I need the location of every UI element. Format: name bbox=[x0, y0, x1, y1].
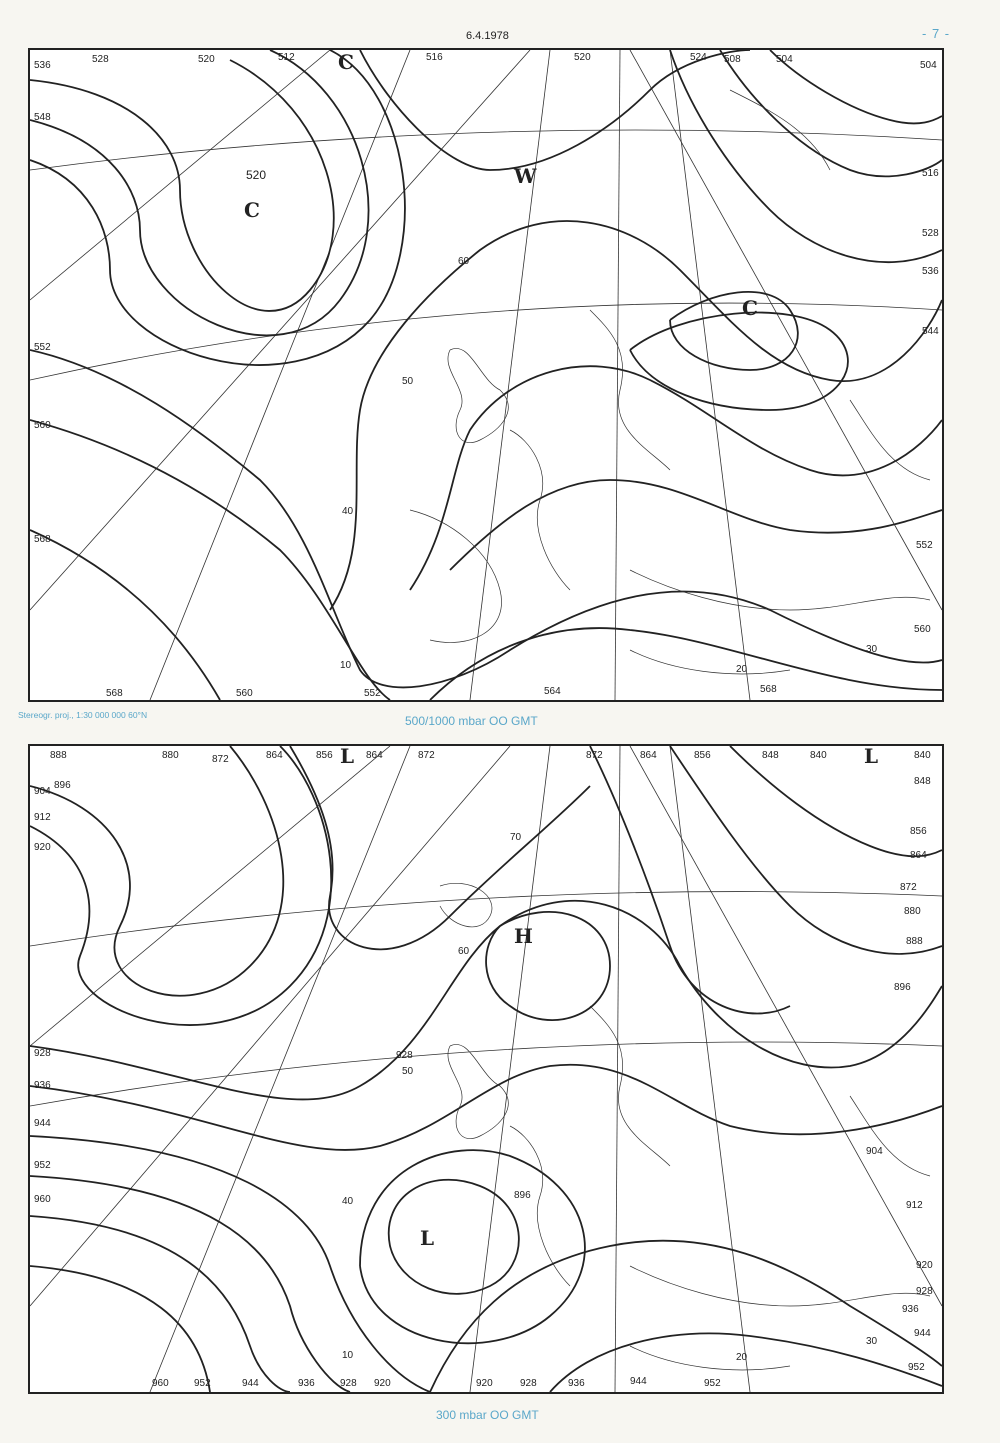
contour-label: 512 bbox=[278, 52, 295, 63]
contour-label: 560 bbox=[236, 688, 253, 699]
contour-label: 544 bbox=[922, 326, 939, 337]
thickness-label: 10 bbox=[340, 660, 352, 671]
contour-label: 944 bbox=[630, 1376, 647, 1387]
contour-label: 872 bbox=[212, 754, 229, 765]
contour-label: 920 bbox=[374, 1378, 391, 1389]
contour-label: 944 bbox=[914, 1328, 931, 1339]
low-center-symbol: L bbox=[420, 1226, 435, 1250]
contour-label: 936 bbox=[298, 1378, 315, 1389]
contour-label: 552 bbox=[364, 688, 381, 699]
map-300-mbar bbox=[28, 744, 944, 1394]
thickness-label: 20 bbox=[736, 664, 748, 675]
contour-label: 864 bbox=[910, 850, 927, 861]
contour-label: 880 bbox=[162, 750, 179, 761]
thickness-label: 60 bbox=[458, 946, 470, 957]
contour-label: 524 bbox=[690, 52, 707, 63]
contour-label: 568 bbox=[760, 684, 777, 695]
contour-label: 896 bbox=[514, 1190, 531, 1201]
projection-note: Stereogr. proj., 1:30 000 000 60°N bbox=[18, 710, 148, 720]
contour-label: 920 bbox=[34, 842, 51, 853]
contour-label: 896 bbox=[54, 780, 71, 791]
contour-label: 856 bbox=[316, 750, 333, 761]
map-bottom-linework bbox=[30, 746, 942, 1392]
thickness-label: 30 bbox=[866, 1336, 878, 1347]
low-center-symbol: C bbox=[338, 50, 354, 74]
contour-label: 864 bbox=[366, 750, 383, 761]
contour-label: 912 bbox=[906, 1200, 923, 1211]
thickness-label: 40 bbox=[342, 506, 354, 517]
contour-label: 920 bbox=[476, 1378, 493, 1389]
contour-label: 528 bbox=[922, 228, 939, 239]
contour-label: 536 bbox=[34, 60, 51, 71]
contour-label: 536 bbox=[922, 266, 939, 277]
contour-label: 928 bbox=[916, 1286, 933, 1297]
contour-label: 848 bbox=[762, 750, 779, 761]
contour-label: 952 bbox=[908, 1362, 925, 1373]
contour-label: 872 bbox=[418, 750, 435, 761]
contour-label: 936 bbox=[568, 1378, 585, 1389]
contour-label: 912 bbox=[34, 812, 51, 823]
contour-label: 936 bbox=[34, 1080, 51, 1091]
contour-label: 504 bbox=[920, 60, 937, 71]
contour-label: 568 bbox=[34, 534, 51, 545]
contour-label: 872 bbox=[586, 750, 603, 761]
thickness-label: 60 bbox=[458, 256, 470, 267]
contour-label: 928 bbox=[520, 1378, 537, 1389]
low-center-symbol: C bbox=[742, 296, 758, 320]
low-center-symbol: L bbox=[340, 744, 355, 768]
contour-label: 508 bbox=[724, 54, 741, 65]
contour-label: 564 bbox=[544, 686, 561, 697]
contour-label: 928 bbox=[34, 1048, 51, 1059]
low-center-symbol: L bbox=[864, 744, 879, 768]
thickness-label: 50 bbox=[402, 1066, 414, 1077]
contour-label: 520 bbox=[574, 52, 591, 63]
page-date: 6.4.1978 bbox=[466, 30, 509, 42]
contour-label: 960 bbox=[34, 1194, 51, 1205]
thickness-label: 50 bbox=[402, 376, 414, 387]
contour-label: 904 bbox=[866, 1146, 883, 1157]
page-number: - 7 - bbox=[922, 26, 951, 41]
contour-label: 928 bbox=[396, 1050, 413, 1061]
contour-label: 944 bbox=[34, 1118, 51, 1129]
caption-300-mbar: 300 mbar OO GMT bbox=[436, 1408, 539, 1422]
thickness-label: 70 bbox=[510, 832, 522, 843]
contour-label: 952 bbox=[704, 1378, 721, 1389]
contour-label: 864 bbox=[640, 750, 657, 761]
warm-center-symbol: W bbox=[514, 164, 537, 188]
contour-label: 920 bbox=[916, 1260, 933, 1271]
low-center-symbol: C bbox=[244, 198, 260, 222]
contour-label: 904 bbox=[34, 786, 51, 797]
contour-label: 856 bbox=[910, 826, 927, 837]
contour-label: 520 bbox=[198, 54, 215, 65]
caption-500-1000-mbar: 500/1000 mbar OO GMT bbox=[405, 714, 538, 728]
contour-label: 528 bbox=[92, 54, 109, 65]
contour-label: 504 bbox=[776, 54, 793, 65]
contour-label: 840 bbox=[914, 750, 931, 761]
contour-label: 888 bbox=[50, 750, 67, 761]
contour-label: 552 bbox=[916, 540, 933, 551]
contour-label: 516 bbox=[922, 168, 939, 179]
low-center-value: 520 bbox=[246, 168, 267, 182]
contour-label: 848 bbox=[914, 776, 931, 787]
contour-label: 560 bbox=[914, 624, 931, 635]
map-top-linework bbox=[30, 50, 942, 700]
contour-label: 864 bbox=[266, 750, 283, 761]
thickness-label: 30 bbox=[866, 644, 878, 655]
map-500-1000-mbar bbox=[28, 48, 944, 702]
high-center-symbol: H bbox=[514, 924, 533, 948]
contour-label: 944 bbox=[242, 1378, 259, 1389]
contour-label: 516 bbox=[426, 52, 443, 63]
contour-label: 936 bbox=[902, 1304, 919, 1315]
contour-label: 840 bbox=[810, 750, 827, 761]
contour-label: 928 bbox=[340, 1378, 357, 1389]
contour-label: 952 bbox=[194, 1378, 211, 1389]
contour-label: 888 bbox=[906, 936, 923, 947]
thickness-label: 10 bbox=[342, 1350, 354, 1361]
contour-label: 552 bbox=[34, 342, 51, 353]
contour-label: 960 bbox=[152, 1378, 169, 1389]
contour-label: 896 bbox=[894, 982, 911, 993]
contour-label: 880 bbox=[904, 906, 921, 917]
contour-label: 952 bbox=[34, 1160, 51, 1171]
contour-label: 856 bbox=[694, 750, 711, 761]
contour-label: 560 bbox=[34, 420, 51, 431]
contour-label: 568 bbox=[106, 688, 123, 699]
thickness-label: 20 bbox=[736, 1352, 748, 1363]
contour-label: 872 bbox=[900, 882, 917, 893]
contour-label: 548 bbox=[34, 112, 51, 123]
thickness-label: 40 bbox=[342, 1196, 354, 1207]
